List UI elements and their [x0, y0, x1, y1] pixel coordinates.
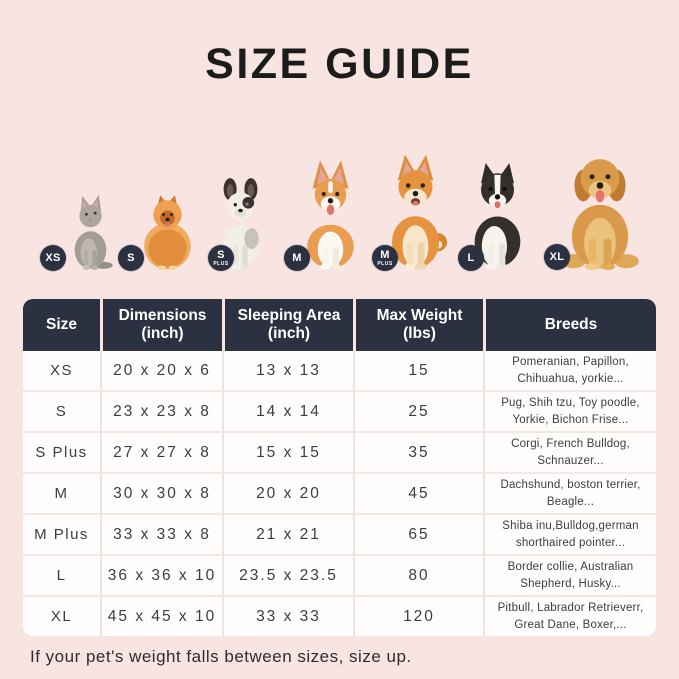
breeds-cell: Border collie, Australian Shepherd, Husky...	[483, 554, 656, 595]
table-row	[23, 431, 656, 472]
dimensions-cell: 20 x 20 x 6	[100, 351, 222, 390]
size-badge-s-plus: S PLUS	[208, 245, 234, 271]
header-sleeping-area: Sleeping Area (inch)	[222, 299, 353, 351]
dimensions-cell: 33 x 33 x 8	[100, 513, 222, 554]
table-row	[23, 351, 656, 390]
size-badge-xl: XL	[544, 244, 570, 270]
breeds-cell: Pug, Shih tzu, Toy poodle, Yorkie, Bichon Frise...	[483, 390, 656, 431]
header-size: Size	[23, 299, 100, 351]
sleeping-area-cell: 15 x 15	[222, 431, 353, 472]
sleeping-area-cell: 33 x 33	[222, 595, 353, 636]
size-cell: S	[23, 390, 100, 431]
size-cell: M	[23, 472, 100, 513]
max-weight-cell: 35	[353, 431, 483, 472]
size-cell: S Plus	[23, 431, 100, 472]
size-cell: L	[23, 554, 100, 595]
max-weight-cell: 80	[353, 554, 483, 595]
size-badge-xs: XS	[40, 245, 66, 271]
size-badge-l: L	[458, 245, 484, 271]
dimensions-cell: 45 x 45 x 10	[100, 595, 222, 636]
sleeping-area-cell: 23.5 x 23.5	[222, 554, 353, 595]
sleeping-area-cell: 14 x 14	[222, 390, 353, 431]
table-row	[23, 595, 656, 636]
size-cell: M Plus	[23, 513, 100, 554]
sleeping-area-cell: 20 x 20	[222, 472, 353, 513]
max-weight-cell: 65	[353, 513, 483, 554]
sizing-note: If your pet's weight falls between sizes, size up.	[30, 647, 412, 666]
pomeranian-icon	[139, 185, 196, 270]
header-breeds: Breeds	[483, 299, 656, 351]
table-row	[23, 390, 656, 431]
table-row	[23, 554, 656, 595]
max-weight-cell: 120	[353, 595, 483, 636]
golden-retriever-icon	[556, 138, 644, 270]
table-header-row	[23, 299, 656, 351]
size-cell: XS	[23, 351, 100, 390]
cat-icon	[61, 182, 120, 270]
breeds-cell: Dachshund, boston terrier, Beagle...	[483, 472, 656, 513]
size-badge-m-plus: M PLUS	[372, 245, 398, 271]
max-weight-cell: 45	[353, 472, 483, 513]
size-badge-m: M	[284, 245, 310, 271]
table-row	[23, 513, 656, 554]
size-cell: XL	[23, 595, 100, 636]
dimensions-cell: 30 x 30 x 8	[100, 472, 222, 513]
max-weight-cell: 15	[353, 351, 483, 390]
max-weight-cell: 25	[353, 390, 483, 431]
dimensions-cell: 36 x 36 x 10	[100, 554, 222, 595]
table-row	[23, 472, 656, 513]
size-badge-s: S	[118, 245, 144, 271]
sleeping-area-cell: 21 x 21	[222, 513, 353, 554]
header-dimensions: Dimensions (inch)	[100, 299, 222, 351]
breeds-cell: Corgi, French Bulldog, Schnauzer...	[483, 431, 656, 472]
header-max-weight: Max Weight (lbs)	[353, 299, 483, 351]
size-guide-table	[23, 299, 656, 636]
dimensions-cell: 23 x 23 x 8	[100, 390, 222, 431]
breeds-cell: Pomeranian, Papillon, Chihuahua, yorkie...	[483, 351, 656, 390]
page-title: SIZE GUIDE	[205, 40, 474, 88]
dimensions-cell: 27 x 27 x 8	[100, 431, 222, 472]
sleeping-area-cell: 13 x 13	[222, 351, 353, 390]
breeds-cell: Pitbull, Labrador Retrieverr, Great Dane, Boxer,...	[483, 595, 656, 636]
breeds-cell: Shiba inu,Bulldog,german shorthaired pointer...	[483, 513, 656, 554]
